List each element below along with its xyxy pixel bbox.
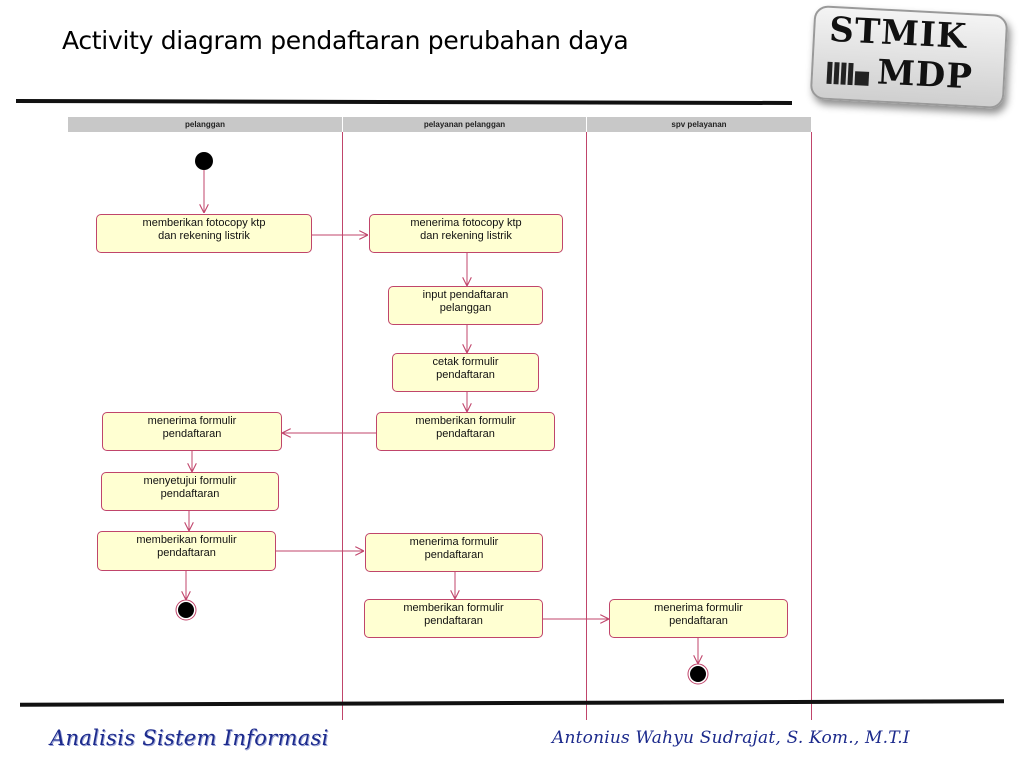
initial-node — [195, 152, 213, 170]
activity-text: pendaftaran — [669, 615, 728, 627]
activity-text: pendaftaran — [436, 369, 495, 381]
activity-memberikan-formulir-pelanggan — [97, 531, 276, 571]
activity-menerima-fotocopy — [369, 214, 563, 253]
activity-memberikan-formulir-cs-2 — [364, 599, 543, 638]
activity-text: pendaftaran — [160, 488, 220, 500]
activity-menerima-formulir-cs — [365, 533, 543, 572]
activity-memberikan-fotocopy — [96, 214, 312, 253]
activity-text: pendaftaran — [424, 615, 483, 627]
activity-text: menerima formulir — [147, 415, 237, 427]
logo-line2: MDP — [876, 52, 974, 98]
activity-text: cetak formulir — [432, 356, 499, 368]
lane-header-pelayanan: pelayanan pelanggan — [343, 117, 586, 132]
activity-memberikan-formulir-cs — [376, 412, 555, 451]
activity-menerima-formulir-spv — [609, 599, 788, 638]
activity-text: pendaftaran — [424, 549, 484, 561]
logo-line1: STMIK — [828, 9, 969, 57]
activity-menerima-formulir-pelanggan — [102, 412, 282, 451]
activity-text: pelanggan — [439, 302, 492, 314]
activity-input-pendaftaran — [388, 286, 543, 325]
activity-text: memberikan fotocopy ktp — [142, 217, 266, 229]
activity-text: menyetujui formulir — [143, 475, 237, 487]
final-node-inner-1 — [178, 602, 194, 618]
activity-text: memberikan formulir — [415, 415, 516, 427]
activity-cetak-formulir — [392, 353, 539, 392]
activity-text: memberikan formulir — [136, 534, 237, 546]
activity-text: dan rekening listrik — [420, 230, 512, 242]
activity-text: pendaftaran — [157, 547, 216, 559]
lane-header-spv: spv pelayanan — [587, 117, 811, 132]
lane-header-pelanggan: pelanggan — [68, 117, 342, 132]
activity-text: dan rekening listrik — [158, 230, 250, 242]
activity-text: pendaftaran — [436, 428, 495, 440]
author-name: Antonius Wahyu Sudrajat, S. Kom., M.T.I — [552, 728, 910, 748]
activity-text: memberikan formulir — [403, 602, 504, 614]
activity-text: menerima fotocopy ktp — [410, 217, 522, 229]
activity-text: input pendaftaran — [422, 289, 509, 301]
activity-text: pendaftaran — [162, 428, 222, 440]
slide-title: Activity diagram pendaftaran perubahan daya — [62, 26, 629, 55]
final-node-inner-2 — [690, 666, 706, 682]
activity-menyetujui-formulir — [101, 472, 279, 511]
activity-text: menerima formulir — [409, 536, 499, 548]
activity-text: menerima formulir — [654, 602, 743, 614]
course-name: Analisis Sistem Informasi — [50, 726, 329, 750]
